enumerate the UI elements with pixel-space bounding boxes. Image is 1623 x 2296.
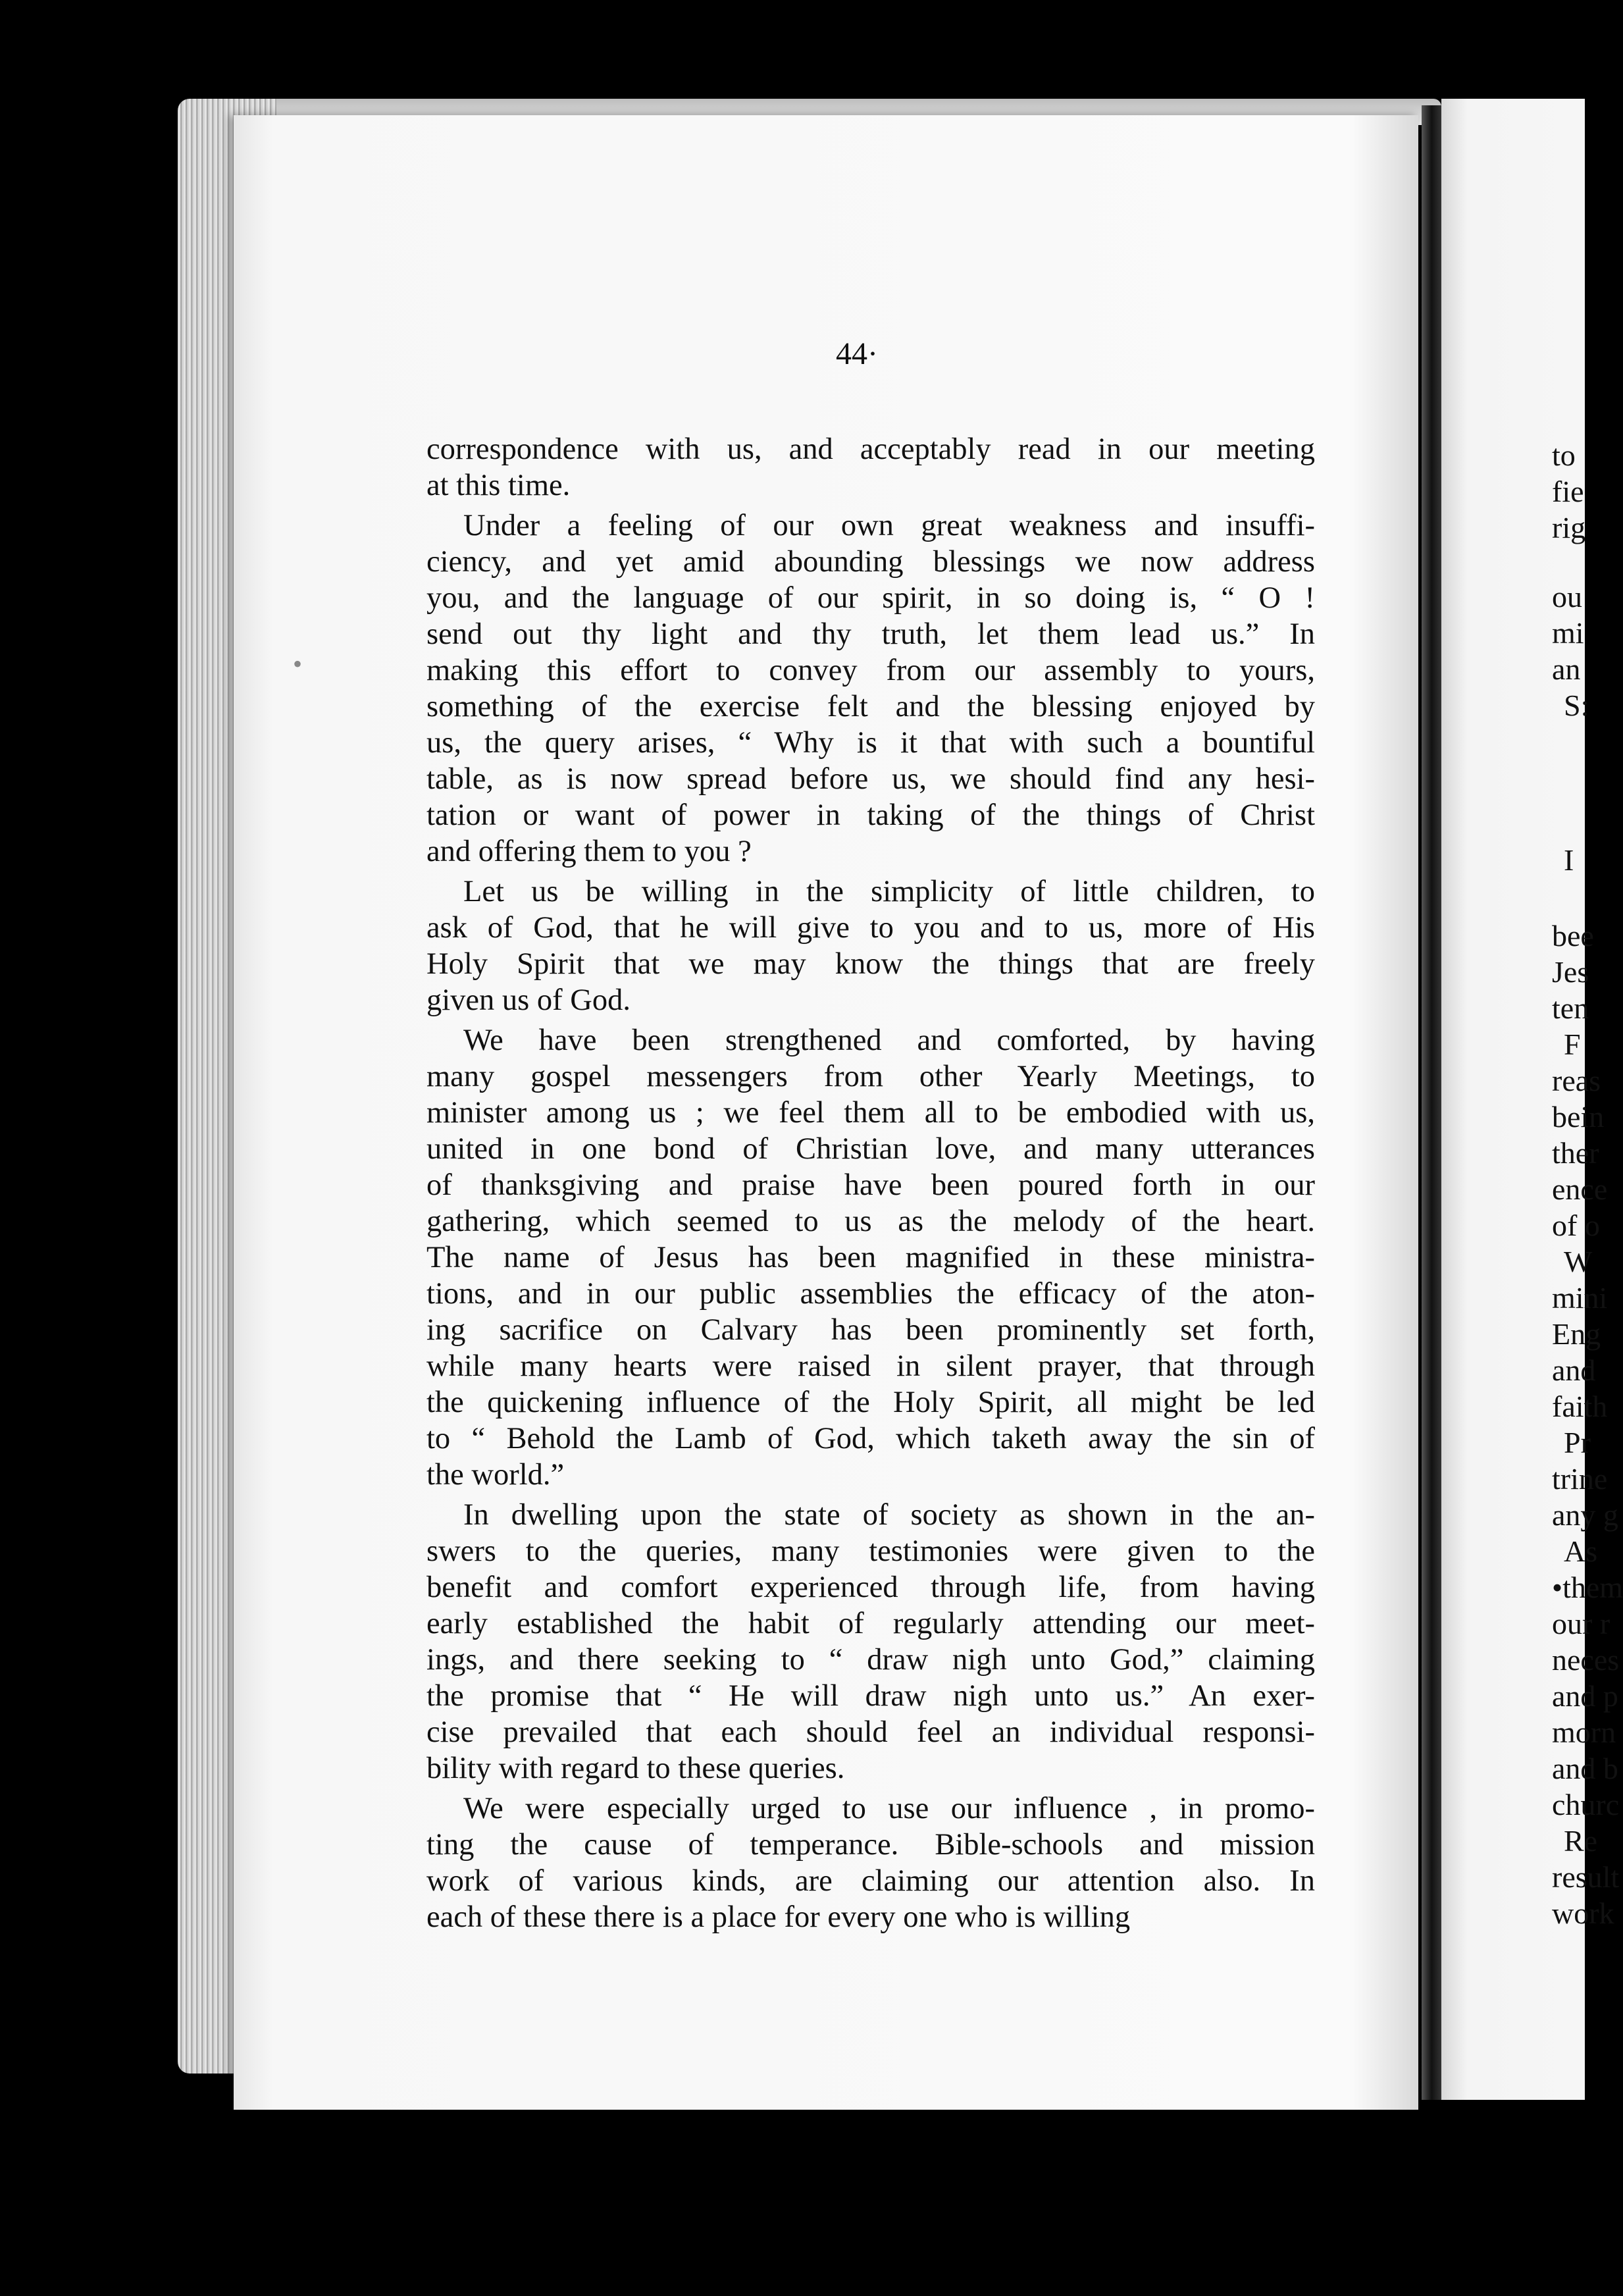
facing-page-fragment: Jes xyxy=(1552,955,1589,989)
facing-page-fragment: fie xyxy=(1552,475,1584,508)
text-line: making this effort to convey from our assembly to yours, xyxy=(426,654,1315,687)
facing-page-fragment: neces xyxy=(1552,1643,1620,1677)
facing-page-fragment: any g xyxy=(1552,1498,1618,1532)
facing-page-fragment: S: xyxy=(1564,689,1589,722)
text-line: the quickening influence of the Holy Spirit, all might be led xyxy=(426,1386,1315,1419)
text-line: ciency, and yet amid abounding blessings we now address xyxy=(426,545,1315,579)
text-line: ting the cause of temperance. Bible-schools and mission xyxy=(426,1828,1315,1862)
text-line: tions, and in our public assemblies the efficacy of the aton- xyxy=(426,1277,1315,1311)
text-line: We have been strengthened and comforted, by having xyxy=(463,1024,1315,1057)
facing-page-fragment: and b xyxy=(1552,1752,1618,1785)
text-line: and offering them to you ? xyxy=(426,835,752,868)
text-line: The name of Jesus has been magnified in these ministra- xyxy=(426,1241,1315,1274)
facing-page-fragment: ther xyxy=(1552,1136,1599,1170)
facing-page-fragment: I xyxy=(1564,843,1574,877)
body-text xyxy=(426,431,1315,1935)
facing-page-fragment: reas xyxy=(1552,1064,1601,1097)
facing-page-fragment: ence xyxy=(1552,1172,1608,1206)
text-line: send out thy light and thy truth, let them lead us.” In xyxy=(426,617,1315,651)
facing-page-fragment: F xyxy=(1564,1028,1581,1061)
facing-page-fragment: Re xyxy=(1564,1824,1598,1858)
facing-page-fragment: ou xyxy=(1552,580,1582,613)
facing-page-fragment: and xyxy=(1552,1353,1596,1387)
text-line: united in one bond of Christian love, and many utterances xyxy=(426,1132,1315,1166)
text-line: Under a feeling of our own great weakness and insuffi- xyxy=(463,509,1315,542)
facing-page-fragment: bee xyxy=(1552,919,1594,952)
facing-page-fragment: mi xyxy=(1552,616,1584,650)
text-line: many gospel messengers from other Yearly Meetings, to xyxy=(426,1060,1315,1093)
text-line: to “ Behold the Lamb of God, which taketh away the sin of xyxy=(426,1422,1315,1455)
text-line: In dwelling upon the state of society as shown in the an- xyxy=(463,1498,1315,1532)
right-page xyxy=(1441,99,1623,2100)
facing-page-fragment: mini xyxy=(1552,1281,1608,1315)
facing-page-fragment: work xyxy=(1552,1896,1614,1930)
text-line: us, the query arises, “ Why is it that with such a bountiful xyxy=(426,726,1315,760)
margin-speck: • xyxy=(293,649,303,679)
facing-page-fragment: and p xyxy=(1552,1679,1618,1713)
text-line: early established the habit of regularly attending our meet- xyxy=(426,1607,1315,1640)
facing-page-fragment: As xyxy=(1564,1534,1598,1568)
facing-page-fragment: Pr xyxy=(1564,1426,1591,1459)
text-line: at this time. xyxy=(426,469,571,502)
facing-page-fragment: to xyxy=(1552,438,1576,472)
facing-page-fragment: trine xyxy=(1552,1462,1608,1496)
text-line: table, as is now spread before us, we should find any hesi- xyxy=(426,762,1315,796)
facing-page-fragment: rig xyxy=(1552,511,1586,544)
facing-page-fragment: Eng xyxy=(1552,1317,1601,1351)
text-line: each of these there is a place for every one who is willing xyxy=(426,1900,1131,1934)
text-line: the promise that “ He will draw nigh unto us.” An exer- xyxy=(426,1679,1315,1713)
facing-page-fragment: morn xyxy=(1552,1715,1616,1749)
facing-page-fragment: churc xyxy=(1552,1788,1620,1821)
text-line: while many hearts were raised in silent prayer, that through xyxy=(426,1349,1315,1383)
facing-page-fragment: result xyxy=(1552,1860,1620,1894)
text-line: swers to the queries, many testimonies were given to the xyxy=(426,1534,1315,1568)
facing-page-fragment: bein xyxy=(1552,1100,1605,1134)
facing-page-fragment: faith xyxy=(1552,1390,1608,1423)
text-line: bility with regard to these queries. xyxy=(426,1752,845,1785)
text-line: ask of God, that he will give to you and to us, more of His xyxy=(426,911,1315,945)
facing-page-fragment: of o xyxy=(1552,1209,1600,1242)
text-line: something of the exercise felt and the blessing enjoyed by xyxy=(426,690,1315,723)
book-gutter xyxy=(1422,105,1441,2100)
text-line: ing sacrifice on Calvary has been prominently set forth, xyxy=(426,1313,1315,1347)
text-line: work of various kinds, are claiming our attention also. In xyxy=(426,1864,1315,1898)
text-line: Let us be willing in the simplicity of little children, to xyxy=(463,875,1315,908)
text-line: cise prevailed that each should feel an individual responsi- xyxy=(426,1715,1315,1749)
page-number: 44· xyxy=(836,336,878,371)
facing-page-text xyxy=(1552,99,1623,2100)
text-line: ings, and there seeking to “ draw nigh unto God,” claiming xyxy=(426,1643,1315,1677)
facing-page-fragment: an xyxy=(1552,652,1581,686)
facing-page-fragment: W xyxy=(1564,1245,1593,1278)
facing-page-fragment: •them xyxy=(1552,1571,1623,1604)
text-line: you, and the language of our spirit, in so doing is, “ O ! xyxy=(426,581,1315,615)
text-line: correspondence with us, and acceptably read in our meeting xyxy=(426,432,1315,466)
text-line: benefit and comfort experienced through life, from having xyxy=(426,1571,1315,1604)
text-line: given us of God. xyxy=(426,983,631,1017)
text-line: minister among us ; we feel them all to be embodied with us, xyxy=(426,1096,1315,1130)
facing-page-fragment: ten xyxy=(1552,991,1589,1025)
text-line: the world.” xyxy=(426,1458,565,1492)
text-line: tation or want of power in taking of the things of Christ xyxy=(426,798,1315,832)
facing-page-fragment: our r xyxy=(1552,1607,1610,1640)
text-line: Holy Spirit that we may know the things that are freely xyxy=(426,947,1315,981)
text-line: gathering, which seemed to us as the melody of the heart. xyxy=(426,1205,1315,1238)
text-line: We were especially urged to use our influence , in promo- xyxy=(463,1792,1315,1825)
text-line: of thanksgiving and praise have been poured forth in our xyxy=(426,1168,1315,1202)
